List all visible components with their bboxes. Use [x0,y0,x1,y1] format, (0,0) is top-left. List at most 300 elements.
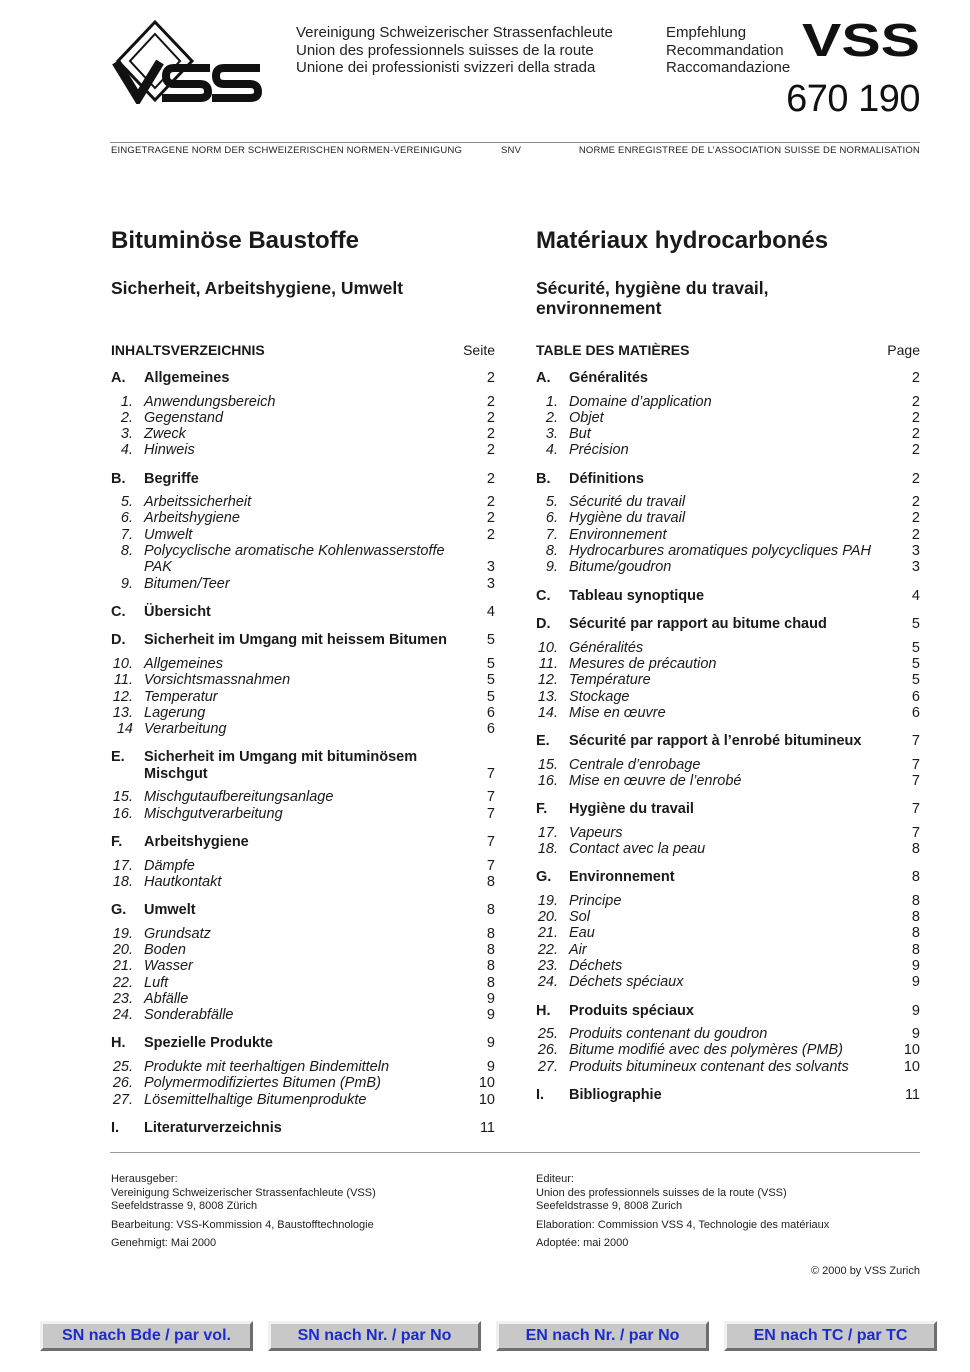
toc-section [536,471,920,488]
toc-item-num: 9. [545,559,558,576]
toc-item [536,841,920,857]
document-title-fr: Matériaux hydrocarbonés [536,227,829,254]
toc-item-num: 14 [116,721,133,738]
toc-item [111,721,495,737]
toc-section-title: Tableau synoptique [569,587,705,604]
toc-item-num: 21. [112,958,133,975]
toc-item-page: 5 [911,639,920,656]
toc-item-page: 2 [911,426,920,443]
table-of-contents-fr [536,370,920,1104]
toc-item-title: Mesures de précaution [569,655,717,672]
document-title-de: Bituminöse Baustoffe [111,227,360,254]
toc-item-num: 7. [545,526,558,543]
toc-item-title: Wasser [144,958,193,975]
toc-item-page: 2 [911,510,920,527]
toc-item-page: 8 [486,873,495,890]
toc-item [111,1007,495,1023]
vss-logo [110,18,290,104]
toc-item-num: 13. [112,704,133,721]
toc-item-num: 15. [537,756,558,773]
toc-item-page: 2 [911,494,920,511]
toc-item-page: 8 [911,925,920,942]
toc-item-title: Produkte mit teerhaltigen Bindemitteln [144,1058,390,1075]
table-of-contents-de [111,370,495,1136]
toc-item-title: Précision [569,442,629,459]
toc-item [536,1026,920,1042]
toc-item [111,394,495,410]
publisher-address-de: Seefeldstrasse 9, 8008 Zürich [111,1200,258,1212]
toc-item-list [536,1026,920,1075]
registration-note-de: EINGETRAGENE NORM DER SCHWEIZERISCHEN NORMEN-VEREINIGUNG [111,145,463,156]
toc-item-num: 20. [112,941,133,958]
document-subtitle-de: Sicherheit, Arbeitshygiene, Umwelt [111,278,404,298]
toc-item-num: 3. [545,426,558,443]
toc-section [536,801,920,818]
toc-item-title: Dämpfe [144,857,195,874]
toc-item-num: 22. [112,974,133,991]
toc-item [536,773,920,789]
toc-item-page: 10 [478,1091,495,1108]
toc-page-label-de: Seite [463,342,495,358]
toc-item-num: 11. [538,655,558,672]
toc-item [536,527,920,543]
toc-item-title: Lagerung [144,704,206,721]
toc-item-title: Hautkontakt [144,873,222,890]
toc-item-page: 7 [911,824,920,841]
rec-label-it: Raccomandazione [666,59,791,76]
toc-item-num: 19. [537,892,558,909]
toc-item-num: 24. [537,974,558,991]
toc-item-page: 2 [486,426,495,443]
toc-item-title: Lösemittelhaltige Bitumenprodukte [144,1091,367,1108]
publisher-label-fr: Editeur: [536,1173,574,1185]
toc-section-page: 11 [904,1087,920,1104]
toc-item-num: 17. [537,824,558,841]
subtitle-fr-line-1: Sécurité, hygiène du travail, [536,278,769,298]
toc-item [111,689,495,705]
toc-item [536,442,920,458]
toc-item [111,991,495,1007]
toc-item-page: 7 [911,756,920,773]
toc-item-list [536,825,920,858]
toc-section-title: Umwelt [144,902,196,919]
toc-item-list [111,1059,495,1108]
toc-item-title: Polycyclische aromatische Kohlenwasserstoffe PAK [144,543,445,576]
toc-item-title: Mischgutaufbereitungsanlage [144,789,334,806]
toc-item [111,1092,495,1108]
registration-snv: SNV [501,145,522,156]
toc-item [536,825,920,841]
toc-item-title: Généralités [569,639,644,656]
toc-label-fr: TABLE DES MATIÈRES [536,342,690,358]
toc-section [111,604,495,621]
toc-item-page: 7 [911,772,920,789]
toc-item-page: 2 [486,409,495,426]
toc-item-list [536,893,920,991]
toc-section [536,1087,920,1104]
toc-item-page: 2 [911,409,920,426]
toc-item-title: Verarbeitung [144,721,227,738]
toc-section-page: 9 [911,1002,920,1019]
toc-item [536,893,920,909]
toc-item [111,426,495,442]
title-block-de [111,226,495,298]
toc-item-title: Bitume/goudron [569,559,672,576]
toc-section-title: Sicherheit im Umgang mit heissem Bitumen [144,632,447,649]
toc-item [111,494,495,510]
toc-item-page: 9 [911,958,920,975]
toc-item [111,527,495,543]
toc-item-title: Environnement [569,526,667,543]
toc-section-letter: H. [111,1035,126,1052]
toc-item-title: Air [569,941,587,958]
toc-item-title: Arbeitssicherheit [144,494,252,511]
toc-label-de: INHALTSVERZEICHNIS [111,342,265,358]
toc-item [536,689,920,705]
toc-item-num: 10. [112,655,133,672]
toc-section-title: Allgemeines [144,370,230,386]
toc-item-num: 19. [112,925,133,942]
toc-item-title: But [569,426,591,443]
toc-section-letter: F. [536,801,548,818]
toc-item-page: 2 [486,393,495,410]
toc-item-page: 2 [911,442,920,459]
en-by-tc-button[interactable]: EN nach TC / par TC [724,1321,937,1351]
toc-item-num: 5. [120,494,133,511]
toc-section-page: 7 [911,733,920,750]
toc-item-page: 3 [486,559,495,576]
editing-note-de: Bearbeitung: VSS-Kommission 4, Baustofftechnologie [111,1218,374,1231]
footer-divider [110,1152,920,1153]
toc-item [111,705,495,721]
toc-item [111,442,495,458]
toc-section-title: Sécurité par rapport à l’enrobé bitumineux [569,733,862,750]
toc-section-letter: I. [111,1119,120,1136]
toc-item [536,705,920,721]
toc-item [536,942,920,958]
toc-item-page: 3 [911,543,920,560]
toc-item-num: 13. [537,688,558,705]
toc-section-title: Environnement [569,869,675,886]
toc-section [111,370,495,387]
toc-item-title: Contact avec la peau [569,841,706,858]
rec-label-de: Empfehlung [666,24,747,41]
org-name-fr: Union des professionnels suisses de la route [296,41,594,59]
toc-item-num: 24. [112,1007,133,1024]
toc-item [111,672,495,688]
toc-item-num: 27. [537,1058,558,1075]
toc-item-title: Hydrocarbures aromatiques polycycliques PAH [569,543,871,560]
toc-item [536,909,920,925]
vss-wordmark [802,18,922,62]
toc-item [536,656,920,672]
toc-item-list [111,858,495,891]
toc-section-page: 5 [911,616,920,633]
toc-section [536,869,920,886]
toc-item-page: 2 [486,442,495,459]
toc-item-list [111,494,495,592]
toc-item-title: Anwendungsbereich [144,393,276,410]
toc-item-title: Bitumen/Teer [144,575,230,592]
toc-item-title: Objet [569,409,604,426]
toc-section [111,749,495,782]
toc-section-letter: D. [111,632,126,649]
toc-item-num: 4. [545,442,558,459]
toc-item-page: 8 [486,925,495,942]
toc-section-title: Généralités [569,370,648,386]
toc-section [536,588,920,605]
toc-item [536,394,920,410]
title-block-fr [536,226,920,318]
rec-label-fr: Recommandation [666,41,784,59]
toc-item-page: 3 [486,575,495,592]
toc-item-list [111,789,495,822]
toc-section-page: 4 [486,603,495,620]
toc-item-num: 18. [112,873,133,890]
toc-item [536,640,920,656]
toc-item-title: Abfälle [144,990,189,1007]
toc-item-title: Produits contenant du goudron [569,1026,768,1043]
toc-item-list [111,656,495,737]
toc-item [111,858,495,874]
subtitle-fr-line-2: environnement [536,298,662,318]
toc-section-letter: A. [111,370,126,386]
toc-item-num: 6. [545,510,558,527]
toc-section-letter: F. [111,834,123,851]
toc-item [111,975,495,991]
toc-item-num: 26. [112,1075,133,1092]
toc-item-title: Bitume modifié avec des polymères (PMB) [569,1042,843,1059]
toc-section-page: 9 [486,1035,495,1052]
en-by-number-button[interactable]: EN nach Nr. / par No [496,1321,709,1351]
toc-item-list [536,757,920,790]
toc-item [111,874,495,890]
toc-item-page: 5 [911,655,920,672]
toc-section-letter: E. [536,733,550,750]
toc-item-page: 6 [486,721,495,738]
toc-section-page: 2 [911,370,920,386]
toc-item-title: Centrale d’enrobage [569,756,701,773]
toc-item-title: Umwelt [144,526,193,543]
toc-item-list [536,394,920,459]
toc-section-letter: D. [536,616,551,633]
toc-item [111,656,495,672]
toc-section-title: Spezielle Produkte [144,1035,273,1052]
toc-item-num: 5. [545,494,558,511]
toc-section-letter: B. [111,470,126,487]
toc-item-list [536,640,920,721]
vss-diamond-logo-icon [110,18,290,104]
registration-note-fr: NORME ENREGISTREE DE L’ASSOCIATION SUISSE DE NORMALISATION [578,145,920,156]
toc-section-title: Übersicht [144,603,211,620]
header-divider [110,142,920,143]
toc-item-title: Hygiène du travail [569,510,686,527]
toc-item-num: 22. [537,941,558,958]
toc-section-letter: C. [111,603,126,620]
toc-item-page: 10 [478,1075,495,1092]
toc-section [536,733,920,750]
toc-item-title: Produits bitumineux contenant des solvants [569,1058,849,1075]
toc-item [111,942,495,958]
toc-item-page: 8 [486,974,495,991]
toc-item-title: Hinweis [144,442,195,459]
toc-section-title: Sécurité par rapport au bitume chaud [569,616,827,633]
toc-item-num: 2. [120,409,133,426]
toc-item-title: Sol [569,909,590,926]
toc-item [111,410,495,426]
toc-item-page: 2 [486,510,495,527]
document-number: 670 190 [786,78,920,120]
toc-item-title: Eau [569,925,595,942]
toc-item-page: 8 [911,909,920,926]
toc-item-title: Polymermodifiziertes Bitumen (PmB) [144,1075,381,1092]
toc-item [536,974,920,990]
toc-item-num: 10. [537,639,558,656]
toc-item-page: 5 [911,672,920,689]
toc-item-page: 5 [486,688,495,705]
toc-section-title: Produits spéciaux [569,1002,694,1019]
toc-item-num: 9. [120,575,133,592]
toc-item-num: 3. [120,426,133,443]
toc-item [536,510,920,526]
toc-section-page: 2 [486,470,495,487]
toc-header-fr [536,342,920,358]
toc-item-title: Grundsatz [144,925,211,942]
toc-item [536,757,920,773]
toc-item-num: 12. [112,688,133,705]
toc-item-num: 16. [112,805,133,822]
publisher-info-fr [536,1173,926,1256]
toc-item-page: 6 [911,704,920,721]
toc-section [536,616,920,633]
sn-by-volume-button[interactable]: SN nach Bde / par vol. [40,1321,253,1351]
toc-item-page: 8 [911,892,920,909]
toc-item-num: 11. [113,672,133,689]
toc-item-num: 1. [545,393,558,410]
toc-item-num: 16. [537,772,558,789]
toc-section [536,370,920,387]
toc-item-num: 15. [112,789,133,806]
toc-section-letter: H. [536,1002,551,1019]
toc-item [536,958,920,974]
toc-item-title: Domaine d’application [569,393,712,410]
toc-item-num: 18. [537,841,558,858]
toc-section-letter: A. [536,370,551,386]
toc-section-page: 7 [486,765,495,782]
toc-section-page: 2 [911,470,920,487]
toc-item-title: Mise en œuvre de l’enrobé [569,772,742,789]
toc-item-page: 8 [486,941,495,958]
toc-item-title: Sonderabfälle [144,1007,234,1024]
toc-item-title: Mise en œuvre [569,704,666,721]
toc-item-num: 25. [112,1058,133,1075]
toc-item [536,559,920,575]
toc-item-title: Vorsichtsmassnahmen [144,672,291,689]
toc-item [111,806,495,822]
toc-section-letter: G. [111,902,127,919]
toc-item-num: 14. [537,704,558,721]
toc-item-page: 9 [486,1007,495,1024]
toc-item-num: 26. [537,1042,558,1059]
toc-item-page: 6 [911,688,920,705]
toc-item-title: Sécurité du travail [569,494,686,511]
toc-item-num: 27. [112,1091,133,1108]
toc-item [536,426,920,442]
toc-section [111,471,495,488]
toc-item-title: Boden [144,941,186,958]
toc-item-page: 3 [911,559,920,576]
toc-item [111,543,495,576]
toc-section-page: 8 [911,869,920,886]
toc-item-page: 5 [486,672,495,689]
toc-item-page: 7 [486,805,495,822]
toc-item-num: 8. [120,543,133,560]
org-name-de: Vereinigung Schweizerischer Strassenfachleute [296,24,613,41]
toc-item-num: 25. [537,1026,558,1043]
toc-item-num: 8. [545,543,558,560]
toc-item-num: 21. [537,925,558,942]
toc-item-page: 9 [911,1026,920,1043]
toc-item-title: Principe [569,892,622,909]
toc-item [536,494,920,510]
approval-note-fr: Adoptée: mai 2000 [536,1237,629,1249]
toc-page-label-fr: Page [887,342,920,358]
toc-section [111,1035,495,1052]
vss-wordmark-text: VSS [802,18,920,62]
toc-item [111,926,495,942]
toc-section-title: Arbeitshygiene [144,834,249,851]
org-name-it: Unione dei professionisti svizzeri della strada [296,59,596,76]
toc-item-page: 2 [911,393,920,410]
toc-item [536,925,920,941]
toc-section-page: 5 [486,632,495,649]
toc-item [111,576,495,592]
toc-item-page: 8 [486,958,495,975]
publisher-label-de: Herausgeber: [111,1173,178,1185]
toc-section-page: 4 [911,587,920,604]
toc-section-page: 11 [479,1119,495,1136]
editing-note-fr: Elaboration: Commission VSS 4, Technologie des matériaux [536,1218,830,1231]
toc-item-title: Luft [144,974,169,991]
toc-item-num: 20. [537,909,558,926]
toc-section-letter: G. [536,869,552,886]
toc-item [111,958,495,974]
toc-item-num: 17. [112,857,133,874]
toc-item [536,543,920,559]
toc-item [536,1059,920,1075]
toc-item-num: 2. [545,409,558,426]
toc-item-page: 8 [911,841,920,858]
toc-item-num: 23. [112,990,133,1007]
toc-item-num: 23. [537,958,558,975]
toc-section-letter: B. [536,470,551,487]
toc-item [111,1075,495,1091]
toc-item-page: 9 [911,974,920,991]
publisher-address-fr: Seefeldstrasse 9, 8008 Zurich [536,1200,683,1212]
toc-section-title: Hygiène du travail [569,801,694,818]
toc-section-page: 8 [486,902,495,919]
toc-item-page: 7 [486,789,495,806]
toc-item-page: 9 [486,1058,495,1075]
toc-section-page: 7 [486,834,495,851]
organization-names [296,24,613,77]
toc-section [111,632,495,649]
toc-section [536,1003,920,1020]
toc-item-title: Stockage [569,688,630,705]
sn-by-number-button[interactable]: SN nach Nr. / par No [268,1321,481,1351]
toc-item-num: 4. [120,442,133,459]
toc-item-title: Vapeurs [569,824,623,841]
